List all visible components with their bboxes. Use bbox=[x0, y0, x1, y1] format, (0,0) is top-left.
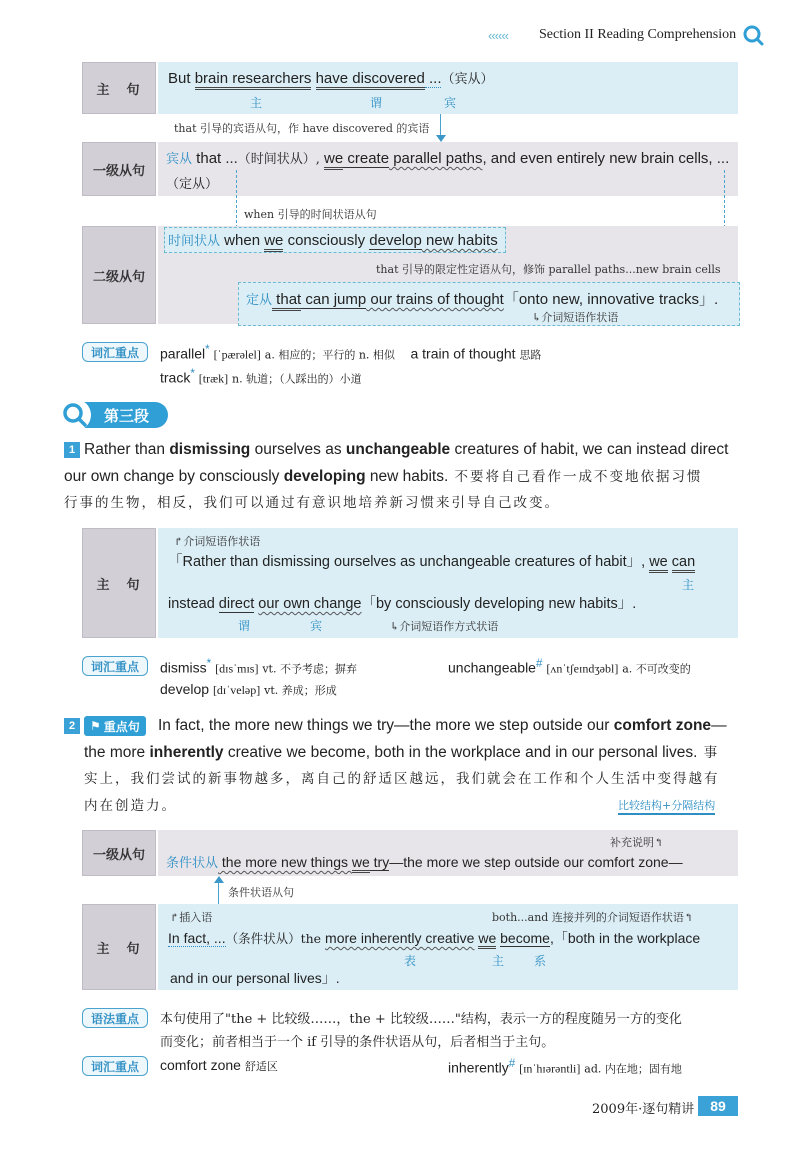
vocab3-w1: comfort zone 舒适区 bbox=[160, 1057, 278, 1073]
magnifier-icon-section bbox=[58, 398, 92, 432]
label-main-clause-3: 主 句 bbox=[82, 904, 156, 990]
label-second-clause: 二级从句 bbox=[82, 226, 156, 324]
flag-icon: ⚑ bbox=[90, 719, 101, 733]
mark-linking-verb: 系 bbox=[534, 954, 547, 968]
vocab3-w2: inherently# [ɪnˈhɪərəntli] ad. 内在地；固有地 bbox=[448, 1057, 682, 1076]
box1-row3-line1: 时间状从 when we consciously develop new habits bbox=[168, 230, 498, 249]
note-manner-adverbial: ↳介词短语作方式状语 bbox=[390, 620, 499, 633]
vocab-label-2: 词汇重点 bbox=[82, 656, 148, 676]
para1-line3: 行事的生物，相反，我们可以通过有意识地培养新习惯来引导自己改变。 bbox=[64, 495, 560, 511]
box1-row2-line1: 宾从 that ...（时间状从）, we create parallel paths, and even entirely new brain cells, ... bbox=[166, 148, 729, 167]
label-first-clause: 一级从句 bbox=[82, 142, 156, 196]
magnifier-icon bbox=[742, 24, 764, 46]
dashed-connector-left bbox=[236, 170, 237, 228]
note-condition-clause: 条件状语从句 bbox=[228, 886, 294, 899]
note-when-clause: when 引导的时间状语从句 bbox=[244, 208, 377, 221]
note-supplement: 补充说明↰ bbox=[610, 836, 664, 849]
note-both-and: both...and 连接并列的介词短语作状语↰ bbox=[492, 911, 694, 924]
mark-subject-2: 主 bbox=[682, 578, 695, 592]
arrow-down-icon bbox=[436, 135, 446, 142]
header-arrows: ‹‹‹‹‹‹ bbox=[488, 28, 508, 43]
label-main-clause-2: 主 句 bbox=[82, 528, 156, 638]
key-sentence-flag: ⚑ 重点句 bbox=[84, 716, 146, 736]
box1-row1-sentence: But brain researchers have discovered ...（宾从） bbox=[168, 68, 494, 87]
para2-line3: 实上，我们尝试的新事物越多，离自己的舒适区越远，我们就会在工作和个人生活中变得越有 bbox=[84, 771, 720, 787]
vocab-label-1: 词汇重点 bbox=[82, 342, 148, 362]
label-main-clause: 主 句 bbox=[82, 62, 156, 114]
box2-line1: 「Rather than dismissing ourselves as unchangeable creatures of habit」, we can bbox=[168, 550, 695, 571]
connector-line bbox=[440, 114, 441, 136]
note-relative-clause: that 引导的限定性定语从句，修饰 parallel paths...new brain cells bbox=[376, 263, 721, 276]
vocab-label-3: 词汇重点 bbox=[82, 1056, 148, 1076]
para2-line4: 内在创造力。 bbox=[84, 798, 177, 814]
grammar-line2: 而变化；前者相当于一个 if 引导的条件状语从句，后者相当于主句。 bbox=[160, 1035, 555, 1050]
vocab1-line1: parallel* [ˈpærəlel] a. 相应的；平行的 n. 相似 a train of thought 思路 bbox=[160, 343, 542, 362]
note-prep-phrase-top: ↱介词短语作状语 bbox=[174, 535, 261, 548]
vocab2-w1: dismiss* [dɪsˈmɪs] vt. 不予考虑；摒弃 bbox=[160, 657, 357, 676]
para1-line2: our own change by consciously developing new habits. 不要将自己看作一成不变地依据习惯 bbox=[64, 468, 703, 485]
mark-predicate-2: 谓 bbox=[238, 619, 251, 633]
note-object-clause: that 引导的宾语从句，作 have discovered 的宾语 bbox=[174, 122, 430, 135]
header-title: Section II Reading Comprehension bbox=[539, 27, 737, 42]
mark-object: 宾 bbox=[444, 96, 457, 110]
para-number-2: 2 bbox=[64, 718, 80, 734]
mark-subject: 主 bbox=[250, 96, 263, 110]
mark-predicative: 表 bbox=[404, 954, 417, 968]
para2-line2: the more inherently creative we become, both in the workplace and in our personal lives. 事 bbox=[84, 744, 720, 761]
box3-row2-line1: In fact, ...（条件状从）the more inherently creative we become,「both in the workplace bbox=[168, 928, 700, 948]
box2-line2: instead direct our own change「by consciously developing new habits」. bbox=[168, 596, 637, 612]
vocab2-w2: unchangeable# [ʌnˈtʃeɪndʒəbl] a. 不可改变的 bbox=[448, 657, 691, 676]
label-first-clause-3: 一级从句 bbox=[82, 830, 156, 876]
para1-line1: Rather than dismissing ourselves as unchangeable creatures of habit, we can instead direct bbox=[84, 441, 729, 458]
grammar-line1: 本句使用了"the + 比较级……，the + 比较级……"结构，表示一方的程度随另一方的变化 bbox=[160, 1012, 682, 1027]
vocab2-w3: develop [dɪˈveləp] vt. 养成；形成 bbox=[160, 681, 337, 697]
box3-row1-sentence: 条件状从 the more new things we try—the more we step outside our comfort zone— bbox=[166, 852, 683, 871]
grammar-label: 语法重点 bbox=[82, 1008, 148, 1028]
box3-row2-line2: and in our personal lives」. bbox=[170, 970, 340, 986]
para2-line1: In fact, the more new things we try—the more we step outside our comfort zone— bbox=[158, 717, 727, 734]
section-title: 第三段 bbox=[64, 402, 168, 428]
vocab1-line2: track* [træk] n. 轨道；（人踩出的）小道 bbox=[160, 367, 362, 386]
footer-text: 2009年·逐句精讲 bbox=[592, 1102, 695, 1117]
mark-object-2: 宾 bbox=[310, 619, 323, 633]
page-number: 89 bbox=[698, 1096, 738, 1116]
mark-subject-3: 主 bbox=[492, 954, 505, 968]
box1-row3-line2: 定从 that can jump our trains of thought「onto new, innovative tracks」. bbox=[246, 288, 718, 309]
note-prep-phrase: ↳介词短语作状语 bbox=[532, 311, 619, 324]
note-parenthesis: ↱插入语 bbox=[170, 911, 213, 924]
note-comparison-structure: 比较结构+分隔结构 bbox=[618, 797, 715, 815]
para-number-1: 1 bbox=[64, 442, 80, 458]
box1-row2-line2: （定从） bbox=[166, 177, 219, 192]
mark-predicate: 谓 bbox=[370, 96, 383, 110]
